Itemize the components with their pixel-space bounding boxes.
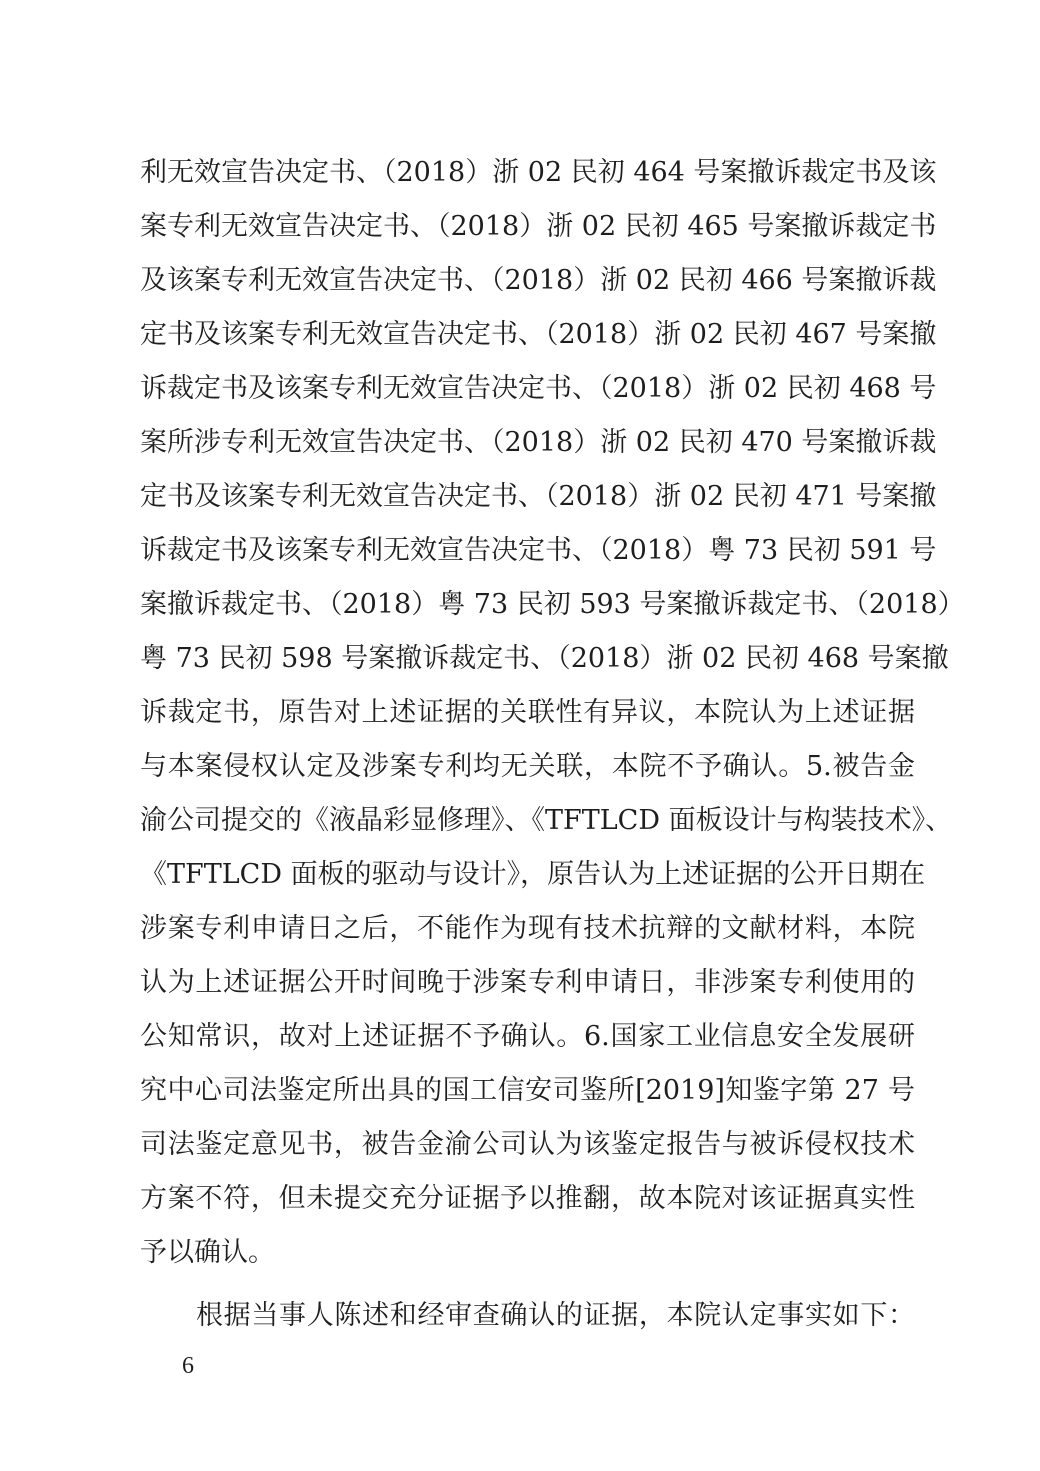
page-number: 6	[182, 1353, 194, 1379]
text-line-14: 《TFTLCD 面板的驱动与设计》，原告认为上述证据的公开日期在	[140, 859, 926, 890]
text-line-19: 司法鉴定意见书，被告金渝公司认为该鉴定报告与被诉侵权技术	[140, 1129, 915, 1160]
text-line-5: 诉裁定书及该案专利无效宣告决定书、（2018）浙 02 民初 468 号	[140, 373, 937, 404]
text-line-15: 涉案专利申请日之后，不能作为现有技术抗辩的文献材料，本院	[140, 913, 915, 944]
text-line-7: 定书及该案专利无效宣告决定书、（2018）浙 02 民初 471 号案撤	[140, 481, 937, 512]
text-line-3: 及该案专利无效宣告决定书、（2018）浙 02 民初 466 号案撤诉裁	[140, 265, 937, 296]
text-line-1: 利无效宣告决定书、（2018）浙 02 民初 464 号案撤诉裁定书及该	[140, 157, 937, 188]
text-line-12: 与本案侵权认定及涉案专利均无关联，本院不予确认。5.被告金	[140, 751, 915, 782]
text-line-10: 粤 73 民初 598 号案撤诉裁定书、（2018）浙 02 民初 468 号案撤	[140, 643, 949, 674]
text-line-20: 方案不符，但未提交充分证据予以推翻，故本院对该证据真实性	[140, 1183, 915, 1214]
text-line-6: 案所涉专利无效宣告决定书、（2018）浙 02 民初 470 号案撤诉裁	[140, 427, 937, 458]
text-line-16: 认为上述证据公开时间晚于涉案专利申请日，非涉案专利使用的	[140, 967, 915, 998]
text-line-8: 诉裁定书及该案专利无效宣告决定书、（2018）粤 73 民初 591 号	[140, 535, 937, 566]
text-line-13: 渝公司提交的《液晶彩显修理》、《TFTLCD 面板设计与构装技术》、	[140, 805, 953, 836]
findings-intro-paragraph: 根据当事人陈述和经审查确认的证据，本院认定事实如下：	[196, 1300, 915, 1331]
text-line-2: 案专利无效宣告决定书、（2018）浙 02 民初 465 号案撤诉裁定书	[140, 211, 937, 242]
text-line-4: 定书及该案专利无效宣告决定书、（2018）浙 02 民初 467 号案撤	[140, 319, 937, 350]
text-line-21: 予以确认。	[140, 1237, 275, 1268]
text-line-9: 案撤诉裁定书、（2018）粤 73 民初 593 号案撤诉裁定书、（2018）	[140, 589, 965, 620]
text-line-11: 诉裁定书，原告对上述证据的关联性有异议，本院认为上述证据	[140, 697, 915, 728]
judgment-body-paragraph	[140, 146, 965, 1280]
text-line-17: 公知常识，故对上述证据不予确认。6.国家工业信息安全发展研	[140, 1021, 915, 1052]
text-line-18: 究中心司法鉴定所出具的国工信安司鉴所[2019]知鉴字第 27 号	[140, 1075, 915, 1106]
